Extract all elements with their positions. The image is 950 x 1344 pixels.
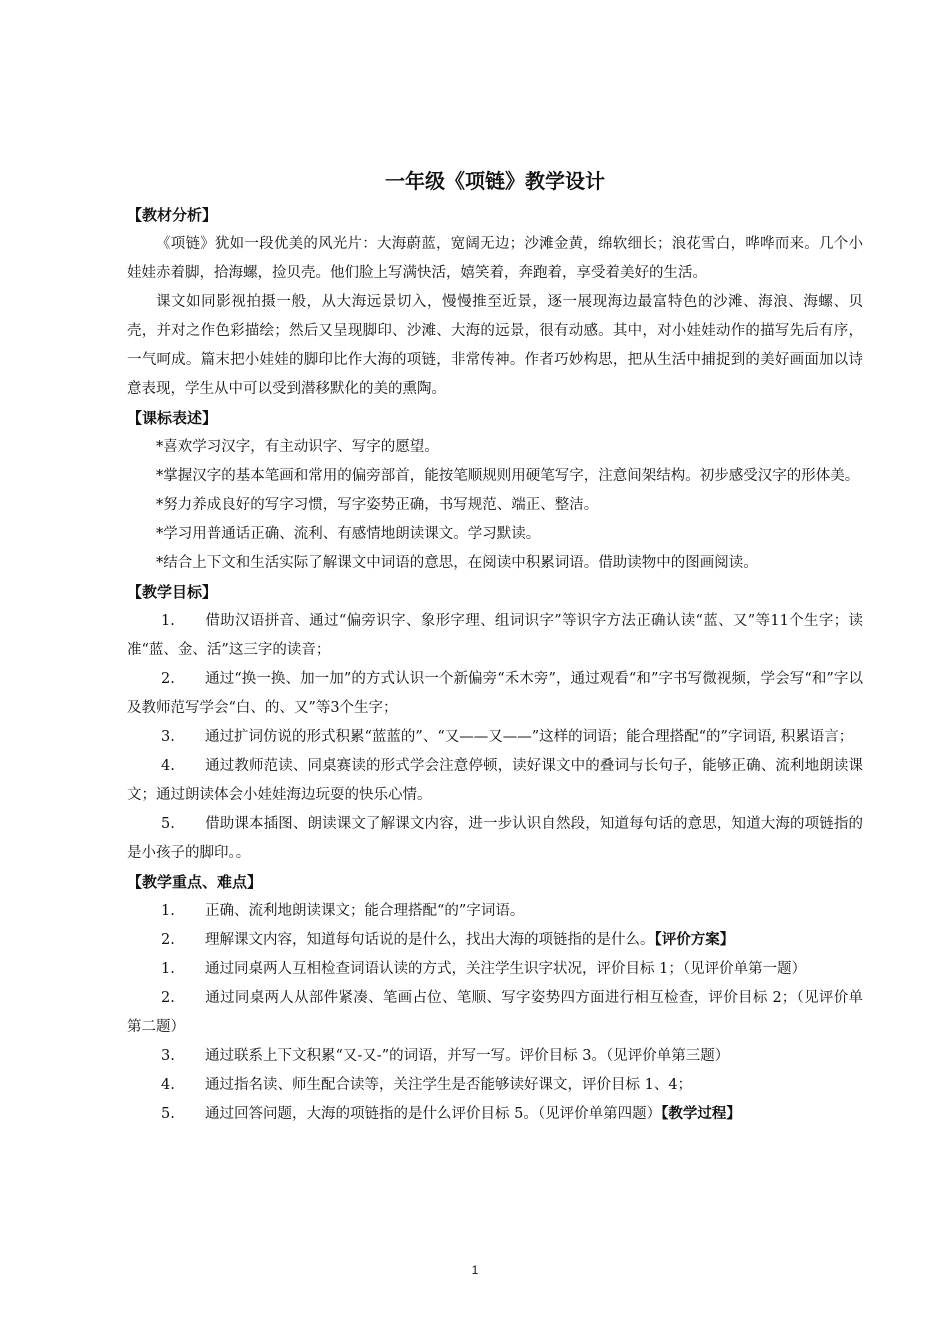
standards-item: *学习用普通话正确、流利、有感情地朗读课文。学习默读。 (156, 526, 541, 542)
item-text: 正确、流利地朗读课文；能合理搭配“的”字词语。 (205, 903, 525, 919)
analysis-paragraph-2: 课文如同影视拍摄一般，从大海远景切入，慢慢推至近景，逐一展现海边最富特色的沙滩、海浪、海螺、贝壳，并对之作色彩描绘；然后又呈现脚印、沙滩、大海的远景，很有动感。其中，对小娃娃动作的描写先后有序，一气呵成。篇末把小娃娃的脚印比作大海的项链，非常传神。作者巧妙构思，把从生活中捕捉到的美好画面加以诗意表现，学生从中可以受到潜移默化的美的熏陶。 (127, 294, 863, 397)
standards-item: *掌握汉字的基本笔画和常用的偏旁部首，能按笔顺规则用硬笔写字，注意间架结构。初步感受汉字的形体美。 (156, 468, 860, 484)
item-number: 2. (161, 932, 175, 948)
goal-item (127, 723, 863, 752)
item-number: 5. (161, 1106, 175, 1122)
item-text: 通过“换一换、加一加”的方式认识一个新偏旁“禾木旁”，通过观看“和”字书写微视频，学会写“和”字以及教师范写学会“白、的、又”等3个生字； (127, 671, 863, 716)
section-heading-evaluation: 【评价方案】 (654, 932, 735, 948)
goal-item (127, 752, 863, 810)
item-text: 理解课文内容，知道每句话说的是什么，找出大海的项链指的是什么。 (205, 932, 655, 948)
item-text: 通过回答问题，大海的项链指的是什么评价目标 5。（见评价单第四题） (205, 1106, 662, 1122)
evaluation-item (127, 955, 863, 984)
keypoint-item (127, 897, 863, 926)
standards-item: *喜欢学习汉字，有主动识字、写字的愿望。 (156, 439, 439, 455)
item-text: 通过联系上下文积累“又-又-”的词语，并写一写。评价目标 3。（见评价单第三题） (205, 1048, 730, 1064)
analysis-paragraph-1: 《项链》犹如一段优美的风光片：大海蔚蓝，宽阔无边；沙滩金黄，绵软细长；浪花雪白，哗哗而来。几个小娃娃赤着脚，拾海螺，捡贝壳。他们脸上写满快活，嬉笑着，奔跑着，享受着美好的生活。 (127, 236, 863, 281)
item-number: 3. (161, 729, 175, 745)
item-text: 通过同桌两人互相检查词语认读的方式，关注学生识字状况，评价目标 1；（见评价单第一题） (205, 961, 807, 977)
section-heading-goals: 【教学目标】 (127, 583, 218, 601)
section-heading-process: 【教学过程】 (661, 1106, 741, 1122)
standards-item: *努力养成良好的写字习惯，写字姿势正确，书写规范、端正、整洁。 (156, 497, 599, 513)
item-text: 借助课本插图、朗读课文了解课文内容，进一步认识自然段，知道每句话的意思，知道大海的项链指的是小孩子的脚印。。 (127, 816, 863, 861)
page-number: 1 (471, 1263, 479, 1277)
item-number: 5. (161, 816, 175, 832)
evaluation-item (127, 1042, 863, 1071)
evaluation-item (127, 1071, 863, 1100)
evaluation-item (127, 984, 863, 1042)
document-body (127, 163, 863, 1129)
item-text: 借助汉语拼音、通过“偏旁识字、象形字理、组词识字”等识字方法正确认读“蓝、又”等11个生字；读准“蓝、金、活”这三字的读音； (127, 613, 863, 658)
goal-item (127, 607, 863, 665)
item-text: 通过扩词仿说的形式积累“蓝蓝的”、“又——又——”这样的词语；能合理搭配“的”字词语, 积累语言； (205, 729, 854, 745)
goal-item (127, 665, 863, 723)
evaluation-item (127, 1100, 863, 1129)
standards-item: *结合上下文和生活实际了解课文中词语的意思，在阅读中积累词语。借助读物中的图画阅读。 (156, 555, 758, 571)
section-heading-keypoints: 【教学重点、难点】 (127, 873, 263, 891)
item-number: 2. (161, 671, 175, 687)
document-title: 一年级《项链》教学设计 (385, 169, 605, 193)
item-text: 通过教师范读、同桌赛读的形式学会注意停顿，读好课文中的叠词与长句子，能够正确、流利地朗读课文；通过朗读体会小娃娃海边玩耍的快乐心情。 (127, 758, 863, 803)
keypoint-item (127, 926, 863, 955)
section-heading-analysis: 【教材分析】 (127, 206, 218, 224)
item-number: 3. (161, 1048, 175, 1064)
section-heading-standards: 【课标表述】 (127, 409, 218, 427)
item-text: 通过指名读、师生配合读等，关注学生是否能够读好课文，评价目标 1、4； (205, 1077, 693, 1093)
item-number: 1. (161, 961, 175, 977)
item-number: 1. (161, 903, 175, 919)
item-number: 2. (161, 990, 175, 1006)
item-text: 通过同桌两人从部件紧凑、笔画占位、笔顺、写字姿势四方面进行相互检查，评价目标 2；（见评价单第二题） (127, 990, 863, 1035)
item-number: 4. (161, 1077, 175, 1093)
goal-item (127, 810, 863, 868)
item-number: 4. (161, 758, 175, 774)
item-number: 1. (161, 613, 175, 629)
